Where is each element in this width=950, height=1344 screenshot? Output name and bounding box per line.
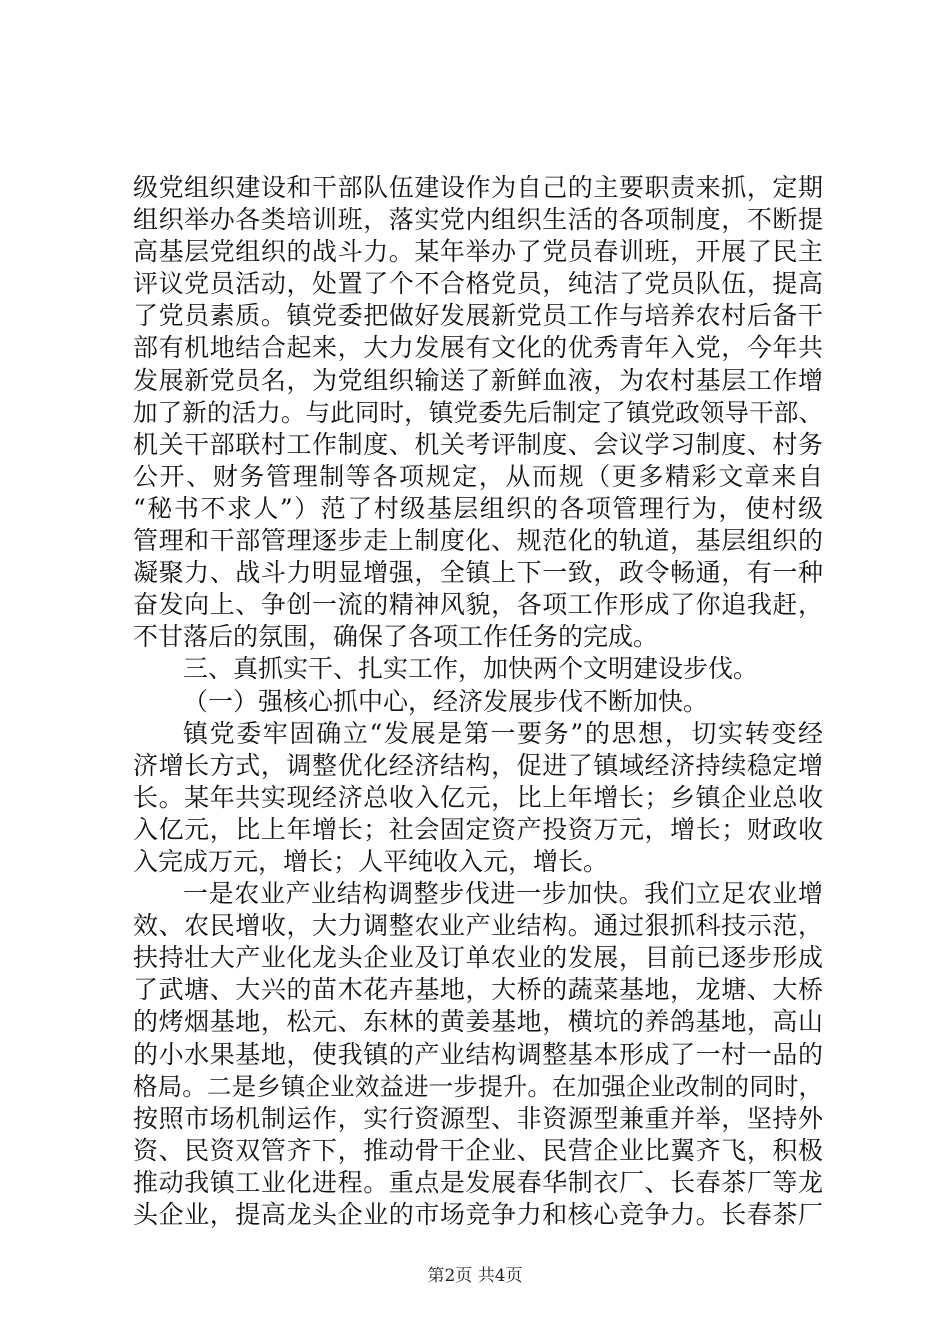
text-line: 一是农业产业结构调整步伐进一步加快。我们立足农业增 xyxy=(183,879,823,909)
text-line: 发展新党员名，为党组织输送了新鲜血液，为农村基层工作增 xyxy=(133,365,823,395)
text-line: 组织举办各类培训班，落实党内组织生活的各项制度，不断提 xyxy=(133,205,823,235)
text-line: 部有机地结合起来，大力发展有文化的优秀青年入党，今年共 xyxy=(133,333,823,363)
text-line: 凝聚力、战斗力明显增强，全镇上下一致，政令畅通，有一种 xyxy=(133,558,823,588)
text-line: 级党组织建设和干部队伍建设作为自己的主要职责来抓，定期 xyxy=(133,173,823,202)
page-indicator: 第2页 共4页 xyxy=(427,1266,523,1286)
text-line: 了武塘、大兴的苗木花卉基地，大桥的蔬菜基地，龙塘、大桥 xyxy=(133,975,823,1005)
text-line: 加了新的活力。与此同时，镇党委先后制定了镇党政领导干部、 xyxy=(133,397,823,427)
text-line: 不甘落后的氛围，确保了各项工作任务的完成。 xyxy=(133,622,659,652)
document-body xyxy=(133,172,823,1231)
text-line: 济增长方式，调整优化经济结构，促进了镇域经济持续稳定增 xyxy=(133,750,823,780)
text-line: 按照市场机制运作，实行资源型、非资源型兼重并举，坚持外 xyxy=(133,1103,823,1133)
text-line: 扶持壮大产业化龙头企业及订单农业的发展，目前已逐步形成 xyxy=(133,943,823,973)
subsection-heading: （一）强核心抓中心，经济发展步伐不断加快。 xyxy=(183,686,709,716)
text-line: 入完成万元，增长；人平纯收入元，增长。 xyxy=(133,846,609,876)
text-line: 管理和干部管理逐步走上制度化、规范化的轨道，基层组织的 xyxy=(133,526,823,556)
text-line: 机关干部联村工作制度、机关考评制度、会议学习制度、村务 xyxy=(133,429,823,459)
text-line: 的小水果基地，使我镇的产业结构调整基本形成了一村一品的 xyxy=(133,1039,823,1069)
section-heading: 三、真抓实干、扎实工作，加快两个文明建设步伐。 xyxy=(183,654,759,684)
text-line: 效、农民增收，大力调整农业产业结构。通过狠抓科技示范， xyxy=(133,911,823,941)
text-line: 了党员素质。镇党委把做好发展新党员工作与培养农村后备干 xyxy=(133,301,823,331)
text-line: 长。某年共实现经济总收入亿元，比上年增长；乡镇企业总收 xyxy=(133,782,823,812)
text-line: 推动我镇工业化进程。重点是发展春华制衣厂、长春茶厂等龙 xyxy=(133,1167,823,1197)
text-line: 奋发向上、争创一流的精神风貌，各项工作形成了你追我赶， xyxy=(133,590,823,620)
page-footer xyxy=(0,1265,950,1287)
text-line: 公开、财务管理制等各项规定，从而规（更多精彩文章来自 xyxy=(133,461,823,491)
text-line: 入亿元，比上年增长；社会固定资产投资万元，增长；财政收 xyxy=(133,814,823,844)
text-line: 评议党员活动，处置了个不合格党员，纯洁了党员队伍，提高 xyxy=(133,269,823,299)
text-line: 镇党委牢固确立“发展是第一要务”的思想，切实转变经 xyxy=(183,718,823,748)
text-line: 高基层党组织的战斗力。某年举办了党员春训班，开展了民主 xyxy=(133,237,823,267)
text-line: 的烤烟基地，松元、东林的黄姜基地，横坑的养鸽基地，高山 xyxy=(133,1007,823,1037)
text-line: “秘书不求人”）范了村级基层组织的各项管理行为，使村级 xyxy=(133,493,823,523)
text-line: 资、民资双管齐下，推动骨干企业、民营企业比翼齐飞，积极 xyxy=(133,1135,823,1165)
text-line: 格局。二是乡镇企业效益进一步提升。在加强企业改制的同时， xyxy=(133,1071,823,1101)
text-line: 头企业，提高龙头企业的市场竞争力和核心竞争力。长春茶厂 xyxy=(133,1200,823,1229)
